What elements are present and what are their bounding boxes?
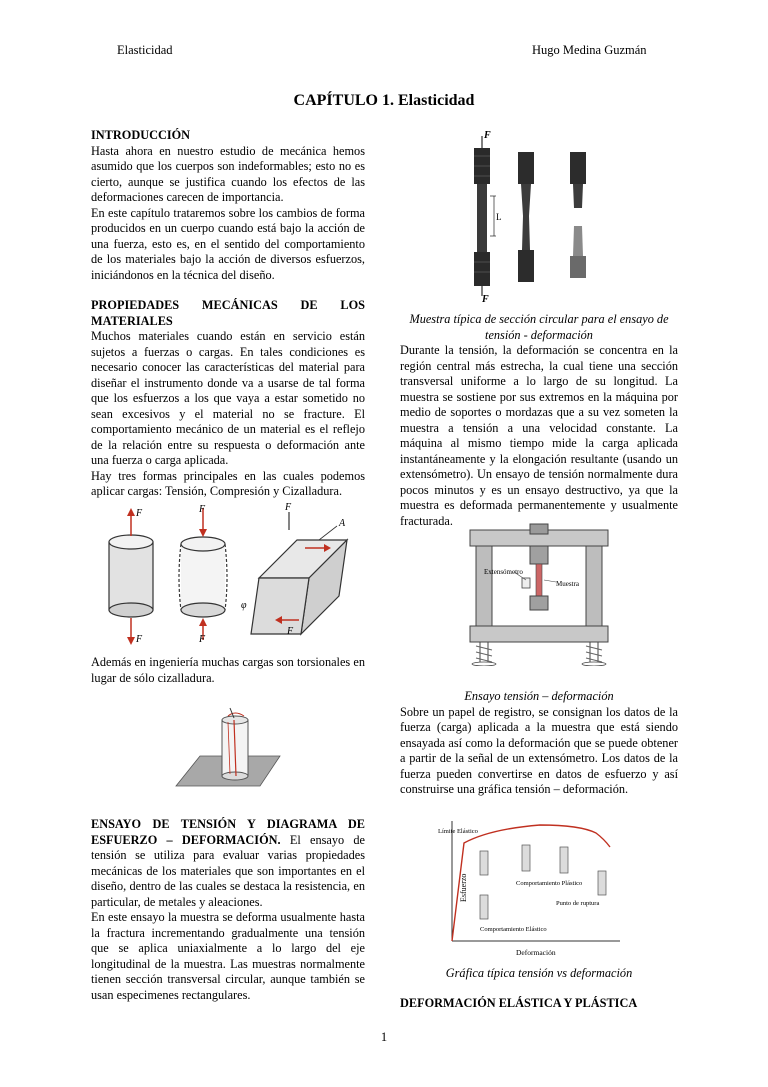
shear-force-top-label: F	[285, 502, 292, 513]
compression-force-bottom-label: F	[199, 634, 206, 645]
specimen-length-label: L	[496, 212, 502, 222]
tensile-machine-figure	[466, 522, 612, 666]
properties-paragraph-2: Hay tres formas principales en las cuales podemos aplicar cargas: Tensión, Compresión y Cizalladura.	[91, 468, 365, 498]
sample-label: Muestra	[556, 580, 579, 588]
tension-cylinder	[109, 508, 153, 645]
right-column-top	[400, 312, 678, 529]
deformation-heading: DEFORMACIÓN ELÁSTICA Y PLÁSTICA	[400, 995, 638, 1010]
left-column-top	[91, 128, 365, 500]
torsion-text: Además en ingeniería muchas cargas son torsionales en lugar de sólo cizalladura.	[91, 655, 365, 685]
shear-area-label: A	[339, 518, 346, 529]
left-column-bottom	[91, 817, 365, 1003]
shear-angle-label: φ	[241, 600, 247, 611]
caption-test: Ensayo tensión – deformación	[464, 689, 614, 703]
stress-strain-graph	[430, 813, 626, 963]
header-left: Elasticidad	[117, 43, 173, 57]
graph-ylabel: Esfuerzo	[459, 873, 468, 902]
graph-label-rupture: Punto de ruptura	[556, 900, 600, 907]
right-column-middle	[400, 689, 678, 798]
graph-xlabel: Deformación	[516, 948, 556, 957]
extensometer-label: Extensómetro	[484, 568, 523, 576]
compression-cylinder	[179, 508, 227, 640]
tension-force-bottom-label: F	[136, 634, 143, 645]
intro-heading: INTRODUCCIÓN	[91, 128, 191, 142]
shear-block	[251, 512, 347, 634]
ensayo-heading: ENSAYO DE TENSIÓN Y DIAGRAMA DE ESFUERZO – DEFORMACIÓN.	[91, 817, 365, 847]
graph-label-plastic: Comportamiento Plástico	[516, 880, 583, 887]
specimen-fractured	[570, 152, 586, 278]
specimen-force-top-label: F	[484, 130, 491, 141]
specimen-necked	[518, 152, 534, 282]
load-types-figure	[91, 500, 363, 648]
ensayo-paragraph-2: En este ensayo la muestra se deforma usualmente hasta la fractura incrementando gradualmente una tensión que se aplica uniaxialmente a lo largo del eje longitudinal de la muestra. Las muestras normalmente tienen sección transversal circular, aunque también se usan especimenes rectangulares.	[91, 910, 365, 1002]
chapter-title: CAPÍTULO 1. Elasticidad	[293, 92, 475, 109]
properties-heading: PROPIEDADES MECÁNICAS DE LOS MATERIALES	[91, 298, 365, 328]
properties-paragraph-1: Muchos materiales cuando están en servicio están sujetos a fuerzas o cargas. En tales condiciones es necesario conocer las características del material para diseñar el instrumento donde va a usarse de tal forma que los esfuerzos a los que vaya a estar sometido no sean excesivos y el material no se fracture. El comportamiento mecánico de un material es el reflejo de la relación entre su respuesta o deformación ante una fuerza o carga aplicada.	[91, 329, 365, 467]
specimen-photo-figure	[466, 126, 606, 304]
page-number: 1	[380, 1030, 388, 1044]
specimen-force-bottom-label: F	[482, 294, 489, 304]
ensayo-paragraph-1: El ensayo de tensión se utiliza para evaluar varias propiedades mecánicas de los materiales que son importantes en el diseño, dentro de las cuales se destaca la resistencia, en particular, de metales y aleaciones.	[91, 832, 365, 909]
tension-force-top-label: F	[136, 508, 143, 519]
intro-paragraph-2: En este capítulo trataremos sobre los cambios de forma producidos en un cuerpo cuando está bajo la acción de una fuerza, esto es, en el sentido del comportamiento de los materiales bajo la acción de diversos esfuerzos, iniciándonos en la técnica del diseño.	[91, 205, 365, 282]
caption-specimen: Muestra típica de sección circular para el ensayo de tensión - deformación	[409, 312, 669, 342]
header-right: Hugo Medina Guzmán	[532, 43, 647, 57]
compression-force-top-label: F	[199, 504, 206, 515]
shear-force-bottom-label: F	[287, 626, 294, 637]
specimen-paragraph: Durante la tensión, la deformación se concentra en la región central más estrecha, la cual tiene una sección transversal uniforme a lo largo de su longitud. La muestra se sostiene por sus extremos en la máquina por medio de soportes o mordazas que a su vez someten la muestra a tensión a una velocidad constante. La máquina al mismo tiempo mide la carga aplicada instantáneamente y la elongación resultante (usando un extensómetro). Un ensayo de tensión normalmente dura pocos minutos y es un ensayo destructivo, ya que la muestra es deformada permanentemente y usualmente fracturada.	[400, 343, 678, 528]
right-column-bottom	[400, 966, 678, 1011]
specimen-intact	[474, 136, 496, 296]
graph-label-elastic: Comportamiento Elástico	[480, 926, 547, 933]
caption-graph: Gráfica típica tensión vs deformación	[445, 966, 633, 980]
intro-paragraph-1: Hasta ahora en nuestro estudio de mecánica hemos asumido que los cuerpos son indeformables; esto no es cierto, aunque se justifica cuando los efectos de las deformaciones carecen de importancia.	[91, 143, 365, 204]
torsion-figure	[168, 706, 298, 790]
graph-label-limit: Límite Elástico	[438, 828, 478, 835]
registro-paragraph: Sobre un papel de registro, se consignan los datos de la fuerza (carga) aplicada a la muestra que está siendo ensayada así como la deformación que se puede obtener a partir de la señal de un extensómetro. Los datos de la fuerza pueden convertirse en datos de esfuerzo y así construirse una gráfica tensión – deformación.	[400, 704, 678, 796]
torsion-text-block	[91, 655, 365, 686]
